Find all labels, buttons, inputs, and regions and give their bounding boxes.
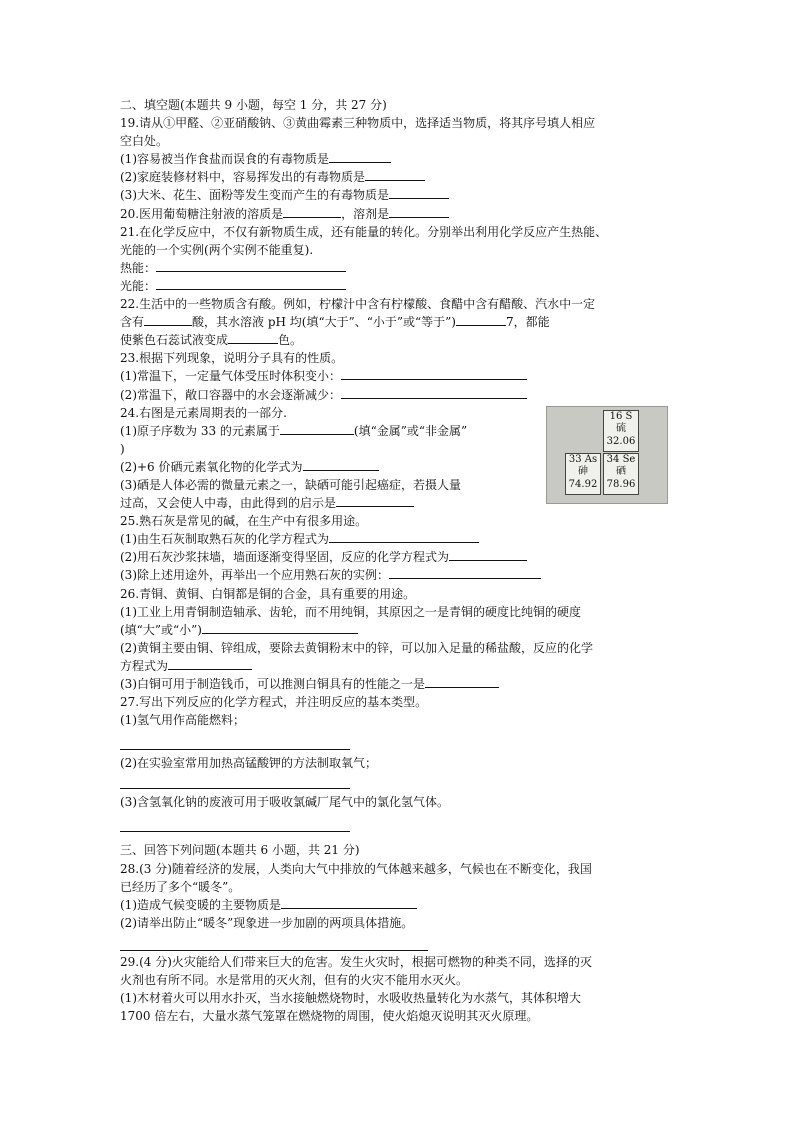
q19-part1: (1)容易被当作食盐而误食的有毒物质是 bbox=[120, 150, 680, 168]
answer-blank[interactable] bbox=[341, 386, 527, 399]
q21-light: 光能： bbox=[120, 277, 680, 295]
q24-part1: (1)原子序数为 33 的元素属于 (填“金属”或“非金属” bbox=[120, 423, 468, 438]
q29-line1: 29.(4 分)火灾能给人们带来巨大的危害。发生火灾时，根据可燃物的种类不同，选择的灭 bbox=[120, 954, 592, 969]
q21-stem-line1: 21.在化学反应中，不仅有新物质生成，还有能量的转化。分别举出利用化学反应产生热能、 bbox=[120, 224, 608, 239]
question-23 bbox=[120, 349, 680, 403]
answer-blank[interactable] bbox=[281, 896, 417, 909]
q29-line4: 1700 倍左右，大量水蒸气笼罩在燃烧物的周围，使火焰熄灭说明其灭火原理。 bbox=[120, 1009, 539, 1024]
answer-blank[interactable] bbox=[456, 313, 506, 326]
answer-blank[interactable] bbox=[329, 530, 479, 543]
answer-blank[interactable] bbox=[303, 458, 379, 471]
q25-part2: (2)用石灰沙浆抹墙，墙面逐渐变得坚固，反应的化学方程式为 bbox=[120, 548, 680, 566]
q26-part2-line2: 方程式为 bbox=[120, 657, 680, 675]
question-28 bbox=[120, 860, 680, 951]
q22-line2: 含有 酸，其水溶液 pH 均(填“大于”、“小于”或“等于”) 7，都能 bbox=[120, 315, 550, 330]
answer-blank[interactable] bbox=[283, 205, 341, 218]
q28-line2: 已经历了多个“暖冬”。 bbox=[120, 879, 241, 894]
answer-blank[interactable] bbox=[341, 367, 527, 380]
q28-part2: (2)请举出防止“暖冬”现象进一步加剧的两项具体措施。 bbox=[120, 915, 414, 930]
question-24 bbox=[120, 404, 680, 513]
q27-part3: (3)含氢氧化钠的废液可用于吸收氯碱厂尾气中的氯化氢气体。 bbox=[120, 795, 450, 810]
answer-blank[interactable] bbox=[389, 205, 449, 218]
q28-line1: 28.(3 分)随着经济的发展，人类向大气中排放的气体越来越多，气候也在不断变化，我国 bbox=[120, 861, 592, 876]
q28-part1: (1)造成气候变暖的主要物质是 bbox=[120, 896, 680, 914]
q21-stem-line2: 光能的一个实例(两个实例不能重复). bbox=[120, 242, 314, 257]
element-cell-selenium: 34 Se 硒 78.96 bbox=[603, 453, 639, 495]
q26-part2-line1: (2)黄铜主要由铜、锌组成，要除去黄铜粉末中的锌，可以加入足量的稀盐酸，反应的化学 bbox=[120, 640, 594, 655]
answer-blank[interactable] bbox=[156, 259, 346, 272]
question-29 bbox=[120, 953, 680, 1025]
answer-blank[interactable] bbox=[156, 277, 346, 290]
q21-heat: 热能： bbox=[120, 259, 680, 277]
answer-blank[interactable] bbox=[168, 657, 252, 670]
q24-part2: (2)+6 价硒元素氧化物的化学式为 bbox=[120, 458, 680, 476]
q25-stem: 25.熟石灰是常见的碱，在生产中有很多用途。 bbox=[120, 514, 368, 529]
q27-part2: (2)在实验室常用加热高锰酸钾的方法制取氧气； bbox=[120, 756, 377, 771]
question-27 bbox=[120, 693, 680, 832]
q19-part2: (2)家庭装修材料中，容易挥发出的有毒物质是 bbox=[120, 168, 680, 186]
q23-stem: 23.根据下列现象，说明分子具有的性质。 bbox=[120, 351, 344, 366]
answer-blank[interactable] bbox=[389, 566, 541, 579]
question-25 bbox=[120, 512, 680, 584]
q29-line3: (1)木材着火可以用水扑灭，当水接触燃烧物时，水吸收热量转化为水蒸气，其体积增大 bbox=[120, 991, 582, 1006]
periodic-table-excerpt bbox=[546, 406, 668, 504]
q19-part3: (3)大米、花生、面粉等发生变而产生的有毒物质是 bbox=[120, 186, 680, 204]
q27-stem: 27.写出下列反应的化学方程式，并注明反应的基本类型。 bbox=[120, 695, 428, 710]
answer-blank[interactable] bbox=[228, 331, 278, 344]
answer-blank[interactable] bbox=[449, 548, 527, 561]
q24-part1-end: ) bbox=[120, 441, 125, 456]
exam-page bbox=[120, 96, 680, 1025]
q26-part1-line1: (1)工业上用青铜制造轴承、齿轮，而不用纯铜，其原因之一是青铜的硬度比纯铜的硬度 bbox=[120, 604, 582, 619]
element-cell-arsenic: 33 As 砷 74.92 bbox=[565, 453, 601, 495]
element-cell-sulfur: 16 S 硫 32.06 bbox=[603, 410, 639, 452]
q19-stem-line2: 空白处。 bbox=[120, 134, 169, 149]
answer-blank[interactable] bbox=[425, 675, 499, 688]
q22-line3: 使紫色石蕊试液变成 色。 bbox=[120, 333, 303, 348]
q24-part3-line2: 过高，又会使人中毒，由此得到的启示是 bbox=[120, 494, 680, 512]
q23-part1: (1)常温下，一定量气体受压时体积变小： bbox=[120, 367, 680, 385]
q26-part1-line2: (填“大”或“小”) bbox=[120, 621, 680, 639]
question-19 bbox=[120, 114, 680, 204]
q26-part3: (3)白铜可用于制造钱币，可以推测白铜具有的性能之一是 bbox=[120, 675, 680, 693]
answer-line[interactable] bbox=[120, 939, 428, 951]
answer-line[interactable] bbox=[120, 820, 350, 832]
section-gap bbox=[120, 832, 680, 841]
q25-part1: (1)由生石灰制取熟石灰的化学方程式为 bbox=[120, 530, 680, 548]
q23-part2: (2)常温下，敞口容器中的水会逐渐减少： bbox=[120, 386, 680, 404]
answer-blank[interactable] bbox=[144, 313, 192, 326]
question-22 bbox=[120, 295, 680, 349]
q25-part3: (3)除上述用途外，再举出一个应用熟石灰的实例： bbox=[120, 566, 680, 584]
q19-stem-line1: 19.请从①甲醛、②亚硝酸钠、③黄曲霉素三种物质中，选择适当物质，将其序号填人相应 bbox=[120, 116, 596, 131]
answer-blank[interactable] bbox=[202, 621, 358, 634]
answer-blank[interactable] bbox=[329, 150, 391, 163]
answer-line[interactable] bbox=[120, 738, 350, 750]
q26-stem: 26.青铜、黄铜、白铜都是铜的合金，具有重要的用途。 bbox=[120, 586, 416, 601]
section2-heading: 二、填空题(本题共 9 小题，每空 1 分，共 27 分) bbox=[120, 98, 387, 112]
q22-line1: 22.生活中的一些物质含有酸。例如，柠檬汁中含有柠檬酸、食醋中含有醋酸、汽水中一定 bbox=[120, 297, 596, 312]
question-20: 20.医用葡萄糖注射液的溶质是 ，溶剂是 bbox=[120, 205, 680, 223]
answer-blank[interactable] bbox=[280, 422, 354, 435]
q24-part3-line1: (3)硒是人体必需的微量元素之一，缺硒可能引起癌症，若摄人量 bbox=[120, 477, 462, 492]
q27-part1: (1)氢气用作高能燃料； bbox=[120, 713, 245, 728]
section3-heading: 三、回答下列问题(本题共 6 小题，共 21 分) bbox=[120, 843, 360, 858]
answer-blank[interactable] bbox=[389, 186, 449, 199]
q24-stem: 24.右图是元素周期表的一部分. bbox=[120, 405, 287, 420]
answer-line[interactable] bbox=[120, 777, 350, 789]
q29-line2: 火剂也有所不同。水是常用的灭火剂，但有的火灾不能用水灭火。 bbox=[120, 973, 469, 988]
question-26 bbox=[120, 585, 680, 694]
question-21 bbox=[120, 223, 680, 295]
answer-blank[interactable] bbox=[365, 168, 425, 181]
answer-blank[interactable] bbox=[336, 494, 414, 507]
